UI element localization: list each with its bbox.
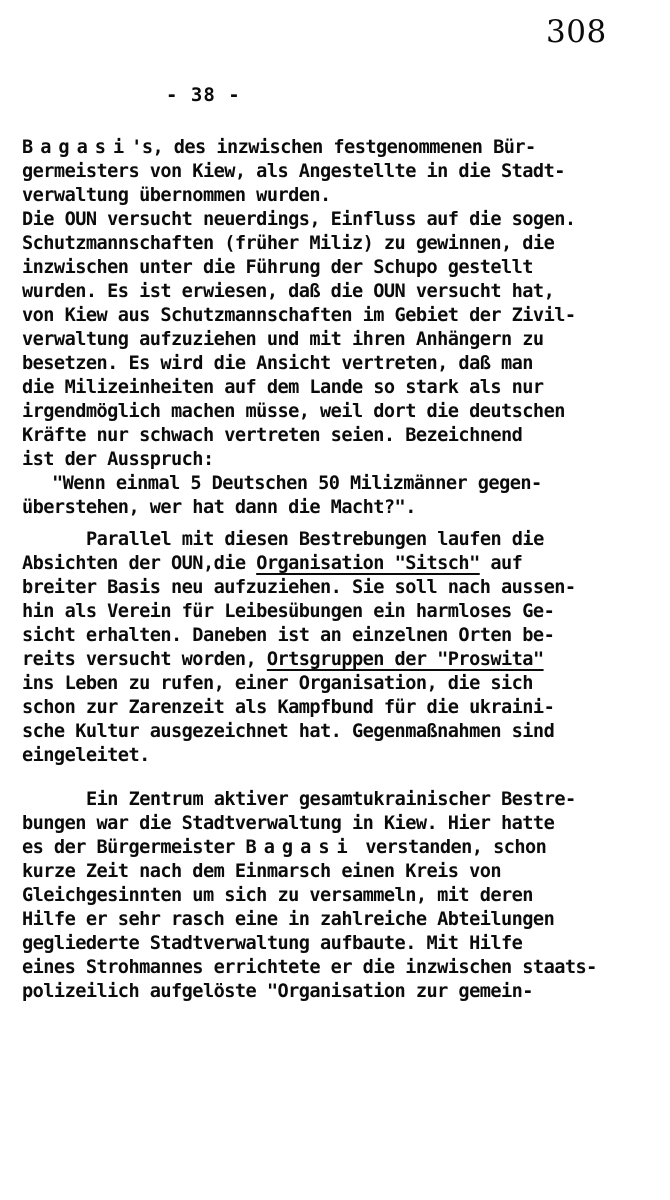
text-line: sche Kultur ausgezeichnet hat. Gegenmaßnahmen sind xyxy=(22,721,555,742)
text-line: Bagasi's, des inzwischen festgenommenen Bür- xyxy=(22,137,536,158)
text-line: germeisters von Kiew, als Angestellte in die Stadt- xyxy=(22,161,565,182)
text-line: Parallel mit diesen Bestrebungen laufen die xyxy=(86,529,544,550)
text-line: besetzen. Es wird die Ansicht vertreten, daß man xyxy=(22,353,533,374)
text-line: reits versucht worden, Ortsgruppen der "Proswita" xyxy=(22,649,544,670)
text-line: hin als Verein für Leibesübungen ein harmloses Ge- xyxy=(22,601,555,622)
text-line: Schutzmannschaften (früher Miliz) zu gewinnen, die xyxy=(22,233,555,254)
text-line: Gleichgesinnten um sich zu versammeln, mit deren xyxy=(22,885,533,906)
text-line: breiter Basis neu aufzuziehen. Sie soll nach aussen- xyxy=(22,577,576,598)
page-number: - 38 - xyxy=(166,84,241,106)
text-line: Absichten der OUN,die Organisation "Sitsch" auf xyxy=(22,553,523,574)
text-line: es der Bürgermeister Bagasi verstanden, schon xyxy=(22,837,547,858)
text-line: ist der Ausspruch: xyxy=(22,449,214,470)
surname-spaced: Bagasi xyxy=(22,137,132,158)
text-line: eingeleitet. xyxy=(22,745,150,766)
text-line: eines Strohmannes errichtete er die inzwischen staats- xyxy=(22,957,597,978)
text-line: verwaltung übernommen wurden. xyxy=(22,185,331,206)
text-line: kurze Zeit nach dem Einmarsch einen Kreis von xyxy=(22,861,501,882)
underlined-ortsgruppen-proswita: Ortsgruppen der "Proswita" xyxy=(266,649,544,670)
text-line: Kräfte nur schwach vertreten seien. Bezeichnend xyxy=(22,425,523,446)
quotation-line: "Wenn einmal 5 Deutschen 50 Milizmänner gegen- xyxy=(52,473,542,494)
text-line: gegliederte Stadtverwaltung aufbaute. Mit Hilfe xyxy=(22,933,523,954)
text-line: bungen war die Stadtverwaltung in Kiew. Hier hatte xyxy=(22,813,555,834)
underlined-organisation-sitsch: Organisation "Sitsch" xyxy=(256,553,480,574)
quotation-line: überstehen, wer hat dann die Macht?". xyxy=(22,497,416,518)
text-line: wurden. Es ist erwiesen, daß die OUN versucht hat, xyxy=(22,281,555,302)
text-line: verwaltung aufzuziehen und mit ihren Anhängern zu xyxy=(22,329,544,350)
text-line: sicht erhalten. Daneben ist an einzelnen Orten be- xyxy=(22,625,555,646)
text-line: Hilfe er sehr rasch eine in zahlreiche Abteilungen xyxy=(22,909,555,930)
text-line: schon zur Zarenzeit als Kampfbund für die ukraini- xyxy=(22,697,555,718)
folio-number: 308 xyxy=(546,14,607,50)
surname-spaced: Bagasi xyxy=(245,837,355,858)
text-line: von Kiew aus Schutzmannschaften im Gebiet der Zivil- xyxy=(22,305,576,326)
text-line: Die OUN versucht neuerdings, Einfluss auf die sogen. xyxy=(22,209,576,230)
text-line: polizeilich aufgelöste "Organisation zur gemein- xyxy=(22,981,533,1002)
text-line: ins Leben zu rufen, einer Organisation, die sich xyxy=(22,673,533,694)
text-line: die Milizeinheiten auf dem Lande so stark als nur xyxy=(22,377,544,398)
text-line: inzwischen unter die Führung der Schupo gestellt xyxy=(22,257,533,278)
text-line: irgendmöglich machen müsse, weil dort die deutschen xyxy=(22,401,565,422)
text-line: Ein Zentrum aktiver gesamtukrainischer Bestre- xyxy=(86,789,576,810)
